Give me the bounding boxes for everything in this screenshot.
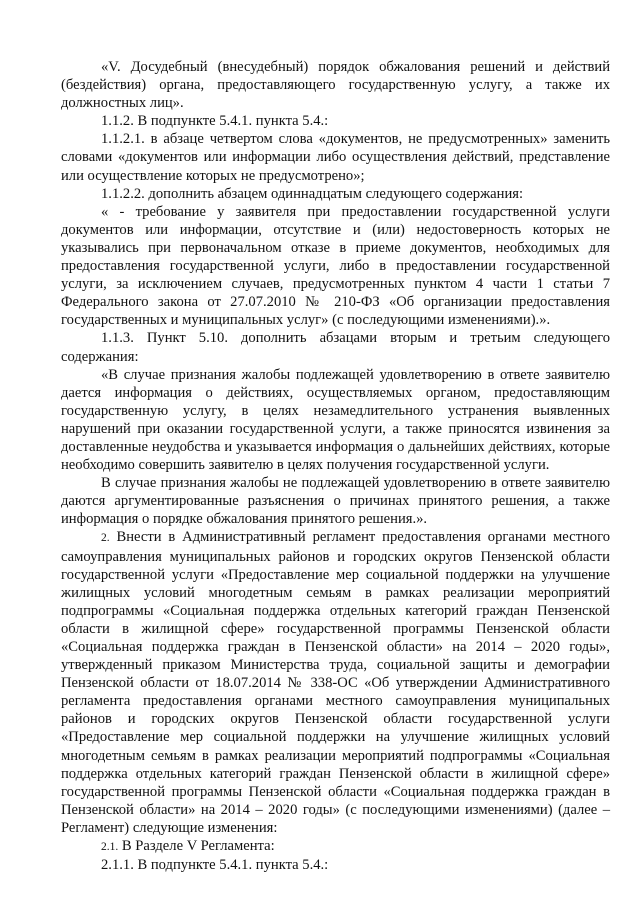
paragraph-complaint-rejected: В случае признания жалобы не подлежащей удовлетворению в ответе заявителю даются аргументированные разъяснения о причинах принятого решения, а также информация о порядке обжалования принятого решения.».	[61, 475, 610, 528]
paragraph-1-1-2-1: 1.1.2.1. в абзаце четвертом слова «документов, не предусмотренных» заменить словами «документов или информации либо осуществления действий, представление или осуществление которых не предусмотрено»;	[61, 131, 610, 184]
paragraph-number: 2.	[101, 532, 110, 545]
paragraph-1-1-3: 1.1.3. Пункт 5.10. дополнить абзацами вторым и третьим следующего содержания:	[61, 330, 610, 365]
paragraph-number: 2.1.	[101, 841, 119, 854]
paragraph-2	[61, 528, 610, 837]
paragraph-text: В Разделе V Регламента:	[121, 838, 275, 855]
paragraph-quote-requirement: « - требование у заявителя при предоставлении государственной услуги документов или информации, отсутствие и (или) недостоверность которых не указывались при первоначальном отказе в приеме документов, необходимых для предоставления государственной услуги, либо в предоставлении государственной услуги, за исключением случаев, предусмотренных пунктом 4 части 1 статьи 7 Федерального закона от 27.07.2010 № 210-ФЗ «Об организации предоставления государственных и муниципальных услуг» (с последующими изменениями).».	[61, 203, 610, 329]
paragraph-1-1-2: 1.1.2. В подпункте 5.4.1. пункта 5.4.:	[101, 113, 329, 130]
paragraph-1-1-2-2: 1.1.2.2. дополнить абзацем одиннадцатым следующего содержания:	[101, 185, 524, 202]
paragraph-text: Внести в Административный регламент предоставления органами местного самоуправления муниципальных районов и городских округов Пензенской области государственной услуги «Предоставление мер социальной поддержки на улучшение жилищных условий многодетным семьям в рамках реализации мероприятий подпрограммы «Социальная поддержка отдельных категорий граждан Пензенской области в жилищной сфере» государственной программы Пензенской области «Социальная поддержка граждан в Пензенской области» на 2014 – 2020 годы», утвержденный приказом Министерства труда, социальной защиты и демографии Пензенской области от 18.07.2014 № 338-ОС «Об утверждении Административного регламента предоставления органами местного самоуправления муниципальных районов и городских округов Пензенской области государственной услуги «Предоставление мер социальной поддержки на улучшение жилищных условий многодетным семьям в рамках реализации мероприятий подпрограммы «Социальная поддержка отдельных категорий граждан Пензенской области в жилищной сфере» государственной программы Пензенской области «Социальная поддержка граждан в Пензенской области» на 2014 – 2020 годы» (с последующими изменениями) (далее – Регламент) следующие изменения:	[61, 529, 610, 836]
paragraph-section-v-title: «V. Досудебный (внесудебный) порядок обжалования решений и действий (бездействия) органа, предоставляющего государственную услугу, а также их должностных лиц».	[61, 59, 610, 112]
paragraph-2-1	[61, 837, 610, 856]
paragraph-2-1-1: 2.1.1. В подпункте 5.4.1. пункта 5.4.:	[101, 857, 329, 874]
paragraph-complaint-satisfied: «В случае признания жалобы подлежащей удовлетворению в ответе заявителю дается информация о действиях, осуществляемых органом, предоставляющим государственную услугу, в целях незамедлительного устранения выявленных нарушений при оказании государственной услуги, а также приносятся извинения за доставленные неудобства и указывается информация о дальнейших действиях, которые необходимо совершить заявителю в целях получения государственной услуги.	[61, 366, 610, 474]
document-page	[61, 58, 610, 874]
